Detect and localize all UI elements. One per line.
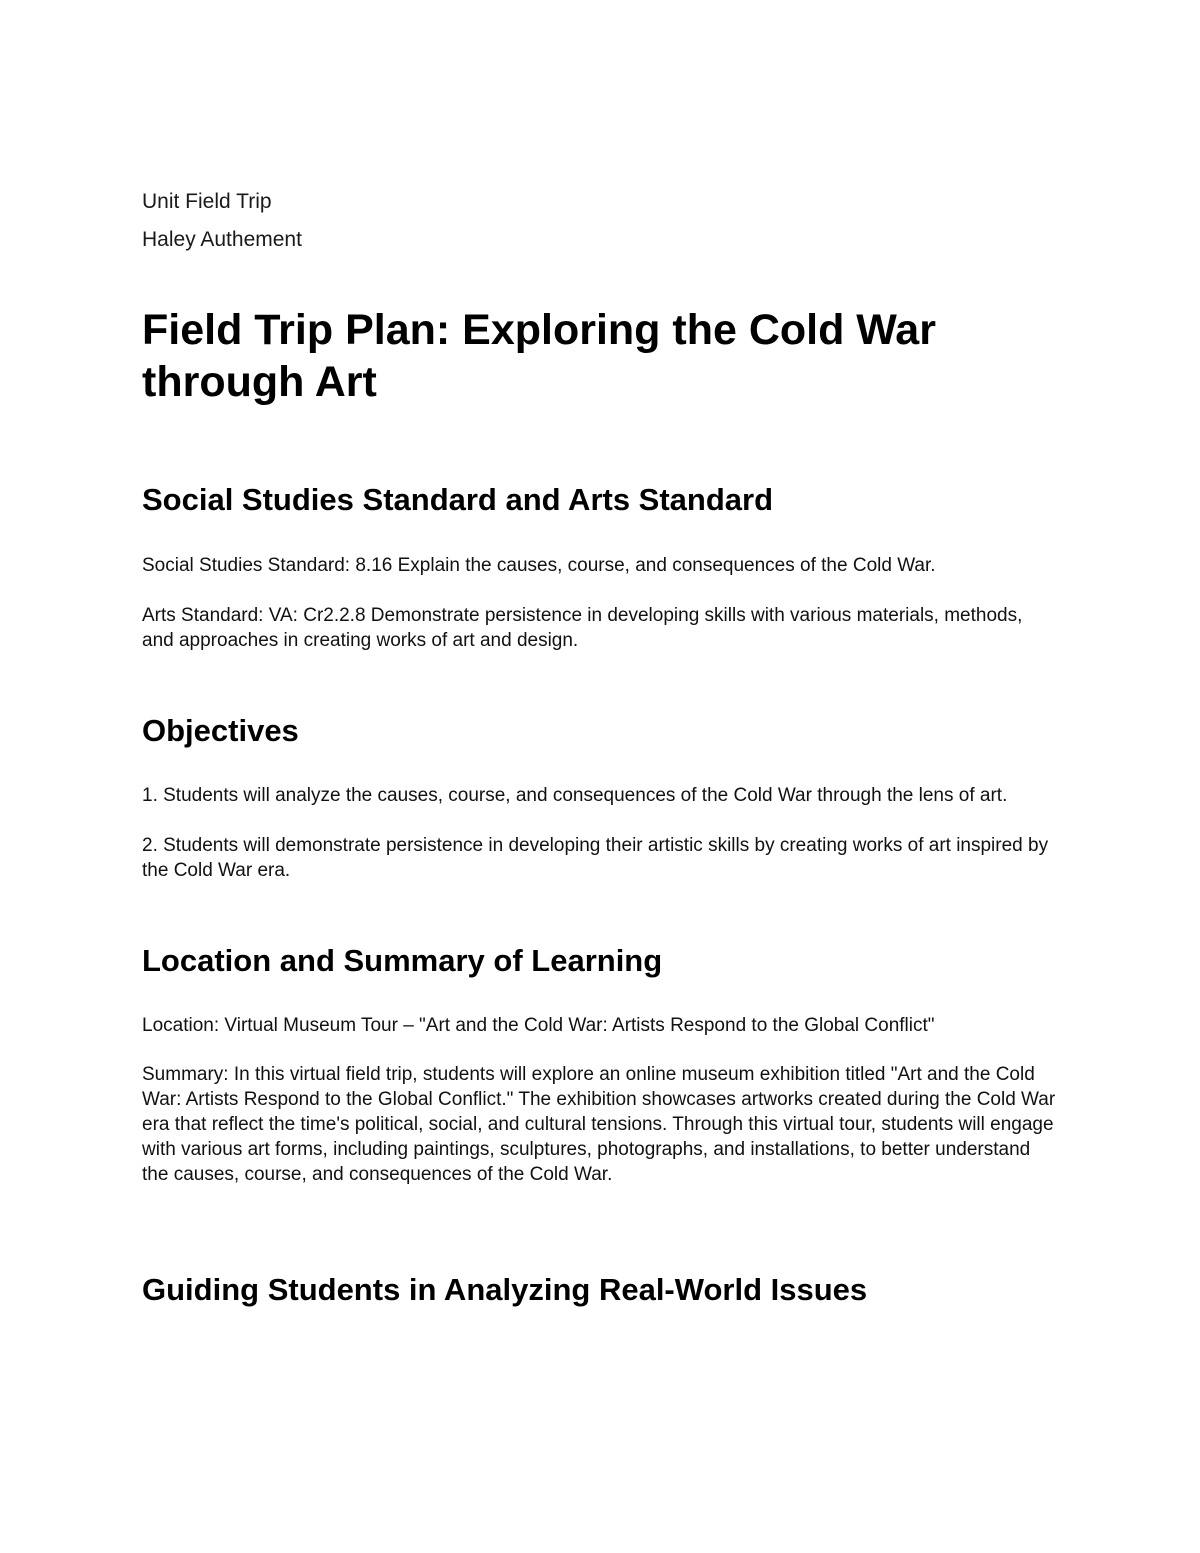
page-title: Field Trip Plan: Exploring the Cold War through Art: [142, 306, 936, 406]
heading-guiding: Guiding Students in Analyzing Real-World Issues: [142, 1272, 868, 1307]
heading-objectives: Objectives: [142, 713, 299, 748]
objective-item-2: 2. Students will demonstrate persistence in developing their artistic skills by creating works of art inspired by the Cold War era.: [142, 835, 1049, 881]
objective-item-1: 1. Students will analyze the causes, course, and consequences of the Cold War through the lens of art.: [142, 785, 1008, 806]
location-text: Location: Virtual Museum Tour – "Art and the Cold War: Artists Respond to the Global Conflict": [142, 1015, 935, 1036]
social-studies-standard: Social Studies Standard: 8.16 Explain the causes, course, and consequences of the Cold War.: [142, 555, 936, 576]
summary-text: Summary: In this virtual field trip, students will explore an online museum exhibition titled "Art and the Cold War: Artists Respond to the Global Conflict." The exhibition showcases artworks created during the Cold War era that reflect the time's political, social, and cultural tensions. Through this virtual tour, students will engage with various art forms, including paintings, sculptures, photographs, and installations, to better understand the causes, course, and consequences of the Cold War.: [142, 1064, 1056, 1185]
heading-location: Location and Summary of Learning: [142, 943, 663, 978]
arts-standard: Arts Standard: VA: Cr2.2.8 Demonstrate persistence in developing skills with various materials, methods, and approaches in creating works of art and design.: [142, 605, 1023, 651]
author-name: Haley Authement: [142, 228, 302, 251]
course-line: Unit Field Trip: [142, 190, 272, 213]
heading-standards: Social Studies Standard and Arts Standard: [142, 482, 774, 517]
